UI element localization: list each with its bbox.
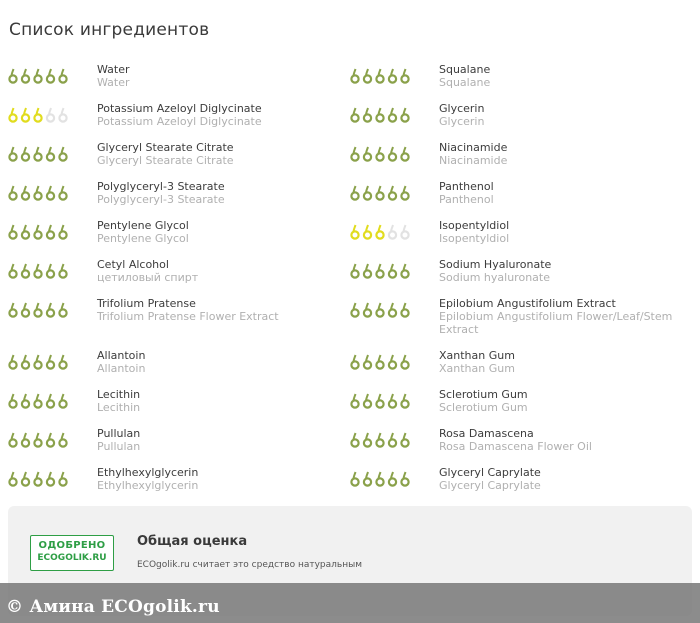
drop-icon: [59, 355, 66, 369]
drop-rating: [350, 219, 439, 245]
drop-icon: [59, 394, 66, 408]
drop-icon: [22, 147, 29, 161]
ingredient-inci-name: Allantoin: [97, 362, 146, 375]
drop-icon: [22, 394, 29, 408]
drop-icon: [364, 147, 371, 161]
ingredient-inci-name: Pentylene Glycol: [97, 232, 189, 245]
ingredient-inci-name: Glyceryl Stearate Citrate: [97, 154, 234, 167]
drop-icon: [9, 394, 16, 408]
drop-icon: [34, 303, 41, 317]
ingredient-inci-name: Potassium Azeloyl Diglycinate: [97, 115, 262, 128]
drop-icon: [34, 472, 41, 486]
drop-icon: [389, 108, 396, 122]
ingredient-name: Sodium Hyaluronate: [439, 258, 552, 271]
ingredient-names: [97, 427, 350, 453]
drop-icon: [351, 472, 358, 486]
drop-icon: [376, 264, 383, 278]
drop-rating: [350, 297, 439, 323]
drop-icon: [376, 394, 383, 408]
drop-icon: [389, 433, 396, 447]
drop-icon: [47, 225, 54, 239]
ingredient-name: Allantoin: [97, 349, 146, 362]
ingredient-item: [8, 62, 350, 101]
drop-icon: [9, 147, 16, 161]
ingredient-item: [8, 348, 350, 387]
drop-icon: [59, 108, 66, 122]
drop-icon: [22, 186, 29, 200]
ingredient-names: [97, 219, 350, 245]
drop-icon: [9, 69, 16, 83]
drop-icon: [364, 186, 371, 200]
drop-icon: [401, 394, 408, 408]
ingredient-names: [97, 180, 350, 206]
ingredient-item: [8, 218, 350, 257]
drop-icon: [47, 264, 54, 278]
drop-icon: [9, 225, 16, 239]
ingredient-item: [350, 101, 692, 140]
ingredient-item: [8, 296, 350, 348]
drop-icon: [22, 433, 29, 447]
drop-icon: [364, 225, 371, 239]
drop-rating: [8, 349, 97, 375]
drop-rating: [350, 258, 439, 284]
drop-rating: [8, 141, 97, 167]
drop-icon: [351, 355, 358, 369]
drop-icon: [376, 147, 383, 161]
drop-rating: [350, 102, 439, 128]
summary-title: Общая оценка: [137, 534, 248, 549]
ingredient-name: Glycerin: [439, 102, 485, 115]
drop-icon: [376, 186, 383, 200]
drop-rating: [8, 427, 97, 453]
ingredient-item: [350, 257, 692, 296]
drop-icon: [364, 264, 371, 278]
ingredient-inci-name: Water: [97, 76, 130, 89]
drop-icon: [389, 225, 396, 239]
ingredient-item: [350, 426, 692, 465]
drop-icon: [376, 303, 383, 317]
drop-icon: [364, 433, 371, 447]
ingredient-name: Sclerotium Gum: [439, 388, 528, 401]
ingredient-inci-name: Rosa Damascena Flower Oil: [439, 440, 592, 453]
ingredient-item: [8, 387, 350, 426]
ingredient-names: [97, 466, 350, 492]
drop-icon: [389, 394, 396, 408]
drop-icon: [59, 264, 66, 278]
drop-icon: [401, 303, 408, 317]
ingredient-names: [439, 141, 692, 167]
ingredient-inci-name: Glycerin: [439, 115, 485, 128]
ingredient-inci-name: Epilobium Angustifolium Flower/Leaf/Stem Extract: [439, 310, 673, 336]
drop-icon: [351, 186, 358, 200]
drop-icon: [22, 108, 29, 122]
ingredient-names: [439, 63, 692, 89]
drop-rating: [8, 219, 97, 245]
ingredient-inci-name: Sodium hyaluronate: [439, 271, 550, 284]
ingredient-item: [8, 465, 350, 504]
ingredient-item: [8, 101, 350, 140]
drop-icon: [401, 355, 408, 369]
drop-icon: [401, 225, 408, 239]
ingredient-item: [8, 426, 350, 465]
drop-icon: [9, 433, 16, 447]
ingredient-item: [350, 296, 692, 348]
ingredient-item: [8, 140, 350, 179]
drop-icon: [34, 108, 41, 122]
ingredient-name: Cetyl Alcohol: [97, 258, 169, 271]
drop-icon: [376, 225, 383, 239]
drop-icon: [47, 147, 54, 161]
drop-icon: [59, 303, 66, 317]
drop-icon: [376, 472, 383, 486]
ingredient-name: Niacinamide: [439, 141, 508, 154]
drop-icon: [59, 186, 66, 200]
drop-icon: [401, 69, 408, 83]
drop-rating: [350, 388, 439, 414]
ingredient-names: [97, 388, 350, 414]
ingredient-names: [439, 102, 692, 128]
drop-icon: [47, 108, 54, 122]
ingredient-inci-name: Isopentyldiol: [439, 232, 510, 245]
ingredient-name: Squalane: [439, 63, 491, 76]
ingredient-names: [439, 466, 692, 492]
ingredient-list: [8, 62, 692, 504]
ingredient-name: Polyglyceryl-3 Stearate: [97, 180, 225, 193]
drop-rating: [350, 141, 439, 167]
ingredient-name: Ethylhexylglycerin: [97, 466, 199, 479]
drop-icon: [401, 147, 408, 161]
ingredient-item: [350, 465, 692, 504]
drop-icon: [351, 433, 358, 447]
drop-icon: [401, 433, 408, 447]
ingredient-name: Potassium Azeloyl Diglycinate: [97, 102, 262, 115]
ingredient-names: [97, 349, 350, 375]
ingredient-name: Pullulan: [97, 427, 141, 440]
badge-line-1: ОДОБРЕНО: [38, 540, 106, 551]
ingredient-item: [350, 62, 692, 101]
drop-icon: [389, 264, 396, 278]
ingredient-inci-name: Glyceryl Caprylate: [439, 479, 541, 492]
drop-icon: [389, 355, 396, 369]
ingredient-names: [439, 427, 692, 453]
ingredient-inci-name: Panthenol: [439, 193, 494, 206]
ingredient-inci-name: цетиловый спирт: [97, 271, 199, 284]
drop-icon: [47, 69, 54, 83]
ingredient-name: Panthenol: [439, 180, 494, 193]
ingredient-name: Glyceryl Caprylate: [439, 466, 541, 479]
ingredient-names: [439, 297, 692, 336]
drop-icon: [351, 147, 358, 161]
ingredient-item: [8, 257, 350, 296]
ingredient-name: Lecithin: [97, 388, 141, 401]
drop-icon: [47, 186, 54, 200]
drop-icon: [34, 69, 41, 83]
drop-icon: [9, 108, 16, 122]
ingredient-inci-name: Pullulan: [97, 440, 141, 453]
drop-icon: [34, 394, 41, 408]
ingredient-inci-name: Ethylhexylglycerin: [97, 479, 199, 492]
drop-rating: [8, 466, 97, 492]
drop-icon: [47, 433, 54, 447]
drop-icon: [59, 69, 66, 83]
ingredient-item: [350, 179, 692, 218]
drop-rating: [350, 466, 439, 492]
drop-icon: [376, 69, 383, 83]
drop-rating: [350, 427, 439, 453]
drop-rating: [8, 180, 97, 206]
drop-icon: [22, 264, 29, 278]
ingredient-name: Trifolium Pratense: [97, 297, 196, 310]
drop-icon: [364, 303, 371, 317]
drop-icon: [351, 225, 358, 239]
drop-icon: [9, 472, 16, 486]
drop-icon: [34, 355, 41, 369]
drop-icon: [376, 433, 383, 447]
ingredient-names: [439, 180, 692, 206]
summary-text: ECOgolik.ru считает это средство натуральным: [137, 560, 362, 570]
drop-icon: [401, 108, 408, 122]
drop-icon: [351, 303, 358, 317]
drop-icon: [47, 394, 54, 408]
ingredient-inci-name: Squalane: [439, 76, 491, 89]
drop-icon: [59, 433, 66, 447]
ingredient-item: [350, 218, 692, 257]
ingredient-inci-name: Polyglyceryl-3 Stearate: [97, 193, 225, 206]
drop-rating: [8, 388, 97, 414]
ingredient-name: Water: [97, 63, 130, 76]
ingredient-inci-name: Niacinamide: [439, 154, 508, 167]
drop-icon: [401, 264, 408, 278]
drop-icon: [59, 472, 66, 486]
ingredient-names: [439, 349, 692, 375]
ingredient-inci-name: Xanthan Gum: [439, 362, 515, 375]
drop-rating: [8, 63, 97, 89]
ingredient-name: Rosa Damascena: [439, 427, 534, 440]
drop-rating: [350, 180, 439, 206]
drop-icon: [351, 108, 358, 122]
drop-icon: [364, 69, 371, 83]
drop-icon: [9, 264, 16, 278]
drop-icon: [47, 472, 54, 486]
drop-icon: [389, 69, 396, 83]
drop-icon: [351, 69, 358, 83]
ingredient-names: [97, 102, 350, 128]
drop-rating: [350, 349, 439, 375]
drop-icon: [364, 394, 371, 408]
drop-icon: [9, 303, 16, 317]
drop-icon: [389, 147, 396, 161]
ingredient-names: [97, 297, 350, 323]
drop-icon: [47, 303, 54, 317]
drop-icon: [389, 472, 396, 486]
drop-icon: [59, 147, 66, 161]
ingredient-names: [439, 388, 692, 414]
drop-icon: [9, 186, 16, 200]
drop-rating: [8, 258, 97, 284]
drop-icon: [364, 108, 371, 122]
drop-icon: [22, 225, 29, 239]
drop-icon: [376, 108, 383, 122]
drop-icon: [34, 264, 41, 278]
drop-icon: [351, 264, 358, 278]
drop-icon: [401, 472, 408, 486]
ingredient-name: Isopentyldiol: [439, 219, 510, 232]
ingredient-names: [97, 63, 350, 89]
drop-icon: [389, 186, 396, 200]
drop-icon: [22, 355, 29, 369]
ingredient-name: Glyceryl Stearate Citrate: [97, 141, 234, 154]
badge-line-2: ECOGOLIK.RU: [37, 553, 107, 563]
page-title: Список ингредиентов: [9, 20, 210, 40]
drop-rating: [350, 63, 439, 89]
drop-icon: [9, 355, 16, 369]
ingredient-item: [350, 387, 692, 426]
drop-icon: [351, 394, 358, 408]
ingredient-name: Epilobium Angustifolium Extract: [439, 297, 616, 310]
ingredient-name: Pentylene Glycol: [97, 219, 189, 232]
drop-icon: [34, 433, 41, 447]
drop-icon: [376, 355, 383, 369]
ingredient-inci-name: Lecithin: [97, 401, 141, 414]
drop-icon: [22, 303, 29, 317]
approved-badge: [30, 535, 114, 571]
drop-icon: [364, 472, 371, 486]
drop-icon: [22, 69, 29, 83]
ingredient-names: [439, 258, 692, 284]
drop-icon: [389, 303, 396, 317]
drop-icon: [59, 225, 66, 239]
ingredient-item: [8, 179, 350, 218]
ingredient-names: [439, 219, 692, 245]
ingredient-item: [350, 348, 692, 387]
drop-icon: [34, 147, 41, 161]
drop-icon: [34, 186, 41, 200]
drop-icon: [22, 472, 29, 486]
drop-icon: [401, 186, 408, 200]
ingredient-name: Xanthan Gum: [439, 349, 515, 362]
drop-icon: [47, 355, 54, 369]
drop-icon: [364, 355, 371, 369]
ingredient-names: [97, 141, 350, 167]
ingredient-names: [97, 258, 350, 284]
drop-rating: [8, 297, 97, 323]
ingredient-inci-name: Trifolium Pratense Flower Extract: [97, 310, 279, 323]
drop-rating: [8, 102, 97, 128]
watermark-text: © Амина ECOgolik.ru: [6, 597, 220, 617]
ingredient-item: [350, 140, 692, 179]
ingredient-inci-name: Sclerotium Gum: [439, 401, 528, 414]
drop-icon: [34, 225, 41, 239]
